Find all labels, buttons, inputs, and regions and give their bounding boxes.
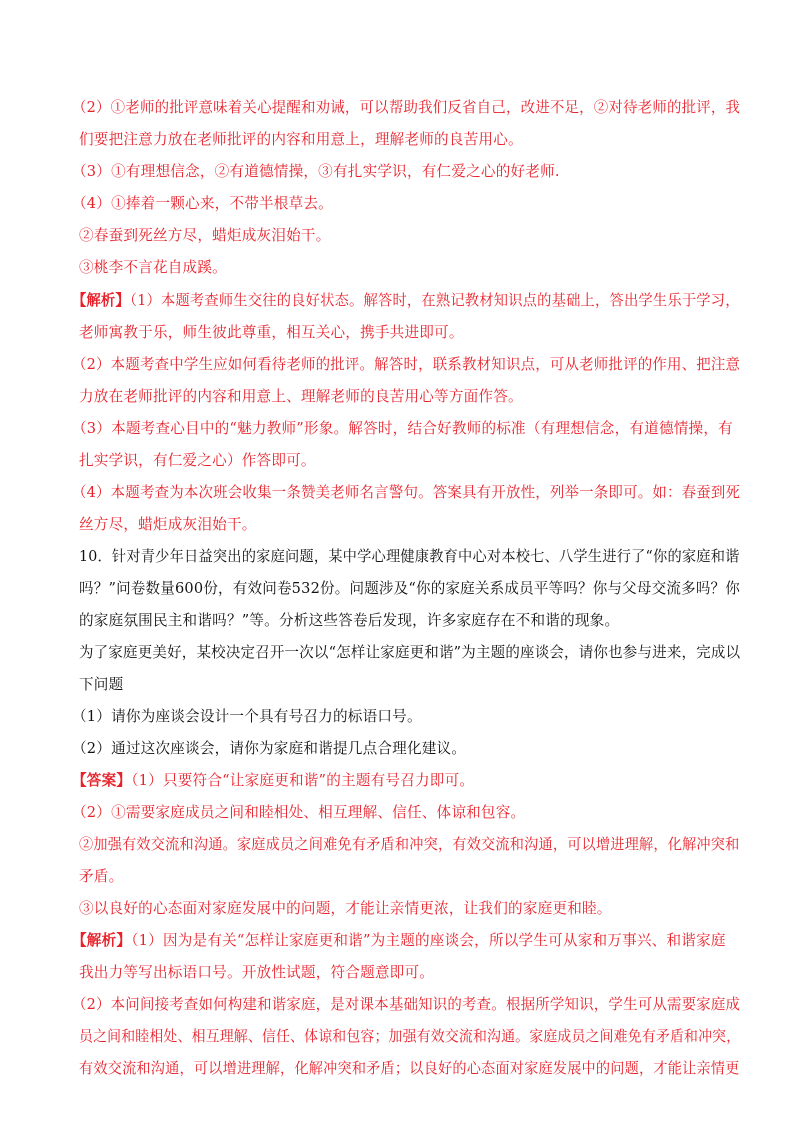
analysis-10-line-5: 有效交流和沟通，可以增进理解，化解冲突和矛盾；以良好的心态面对家庭发展中的问题，才能让亲情更 — [79, 1060, 740, 1077]
analysis-3-line-2: 扎实学识，有仁爱之心）作答即可。 — [79, 452, 316, 469]
answer-4-line-3: ③桃李不言花自成蹊。 — [79, 259, 227, 276]
answer-tag: 【答案】 — [72, 772, 132, 789]
analysis-2-line-1: （2）本题考查中学生应如何看待老师的批评。解答时，联系教材知识点，可从老师批评的作用、把注意 — [72, 356, 741, 373]
question-10-line-1: 10．针对青少年日益突出的家庭问题，某中学心理健康教育中心对本校七、八学生进行了“你的家庭和谐 — [79, 548, 740, 565]
analysis-2-line-2: 力放在老师批评的内容和用意上、理解老师的良苦用心等方面作答。 — [79, 388, 523, 405]
answer-10-line-3: ②加强有效交流和沟通。家庭成员之间难免有矛盾和冲突，有效交流和沟通，可以增进理解，化解冲突和 — [79, 836, 740, 853]
question-10-line-5: 下问题 — [79, 676, 124, 693]
analysis-tag: 【解析】 — [72, 292, 130, 309]
analysis-1-line-2: 老师寓教于乐，师生彼此尊重，相互关心，携手共进即可。 — [79, 324, 464, 341]
analysis-10-line-4: 员之间和睦相处、相互理解、信任、体谅和包容；加强有效交流和沟通。家庭成员之间难免有矛盾和冲突， — [79, 1028, 741, 1045]
answer-10-line-4: 矛盾。 — [79, 868, 124, 885]
analysis-3-line-1: （3）本题考查心目中的“魅力教师”形象。解答时，结合好教师的标准（有理想信念，有道德情操，有 — [72, 420, 733, 437]
question-10-line-2: 吗？”问卷数量600份，有效问卷532份。问题涉及“你的家庭关系成员平等吗？你与父母交流多吗？你 — [79, 580, 741, 597]
analysis-4-line-1: （4）本题考查为本次班会收集一条赞美老师名言警句。答案具有开放性，列举一条即可。如：春蚕到死 — [72, 484, 741, 501]
analysis-10-line-2: 我出力等写出标语口号。开放性试题，符合题意即可。 — [79, 964, 435, 981]
answer-4-line-2: ②春蚕到死丝方尽，蜡炬成灰泪始干。 — [79, 227, 331, 244]
question-10-sub-2: （2）通过这次座谈会，请你为家庭和谐提几点合理化建议。 — [72, 740, 467, 757]
answer-2-line-1: （2）①老师的批评意味着关心提醒和劝诫，可以帮助我们反省自己，改进不足，②对待老师的批评，我 — [72, 99, 741, 116]
analysis-tag: 【解析】 — [72, 932, 132, 949]
analysis-10-line-3: （2）本问间接考查如何构建和谐家庭，是对课本基础知识的考查。根据所学知识，学生可从需要家庭成 — [72, 996, 741, 1013]
answer-10-line-5: ③以良好的心态面对家庭发展中的问题，才能让亲情更浓，让我们的家庭更和睦。 — [79, 900, 612, 917]
question-10-sub-1: （1）请你为座谈会设计一个具有号召力的标语口号。 — [72, 708, 422, 725]
answer-10-line-1: 【答案】（1）只要符合“让家庭更和谐”的主题有号召力即可。 — [72, 772, 475, 789]
answer-3-line: （3）①有理想信念，②有道德情操，③有扎实学识，有仁爱之心的好老师. — [72, 163, 560, 180]
answer-2-line-2: 们要把注意力放在老师批评的内容和用意上，理解老师的良苦用心。 — [79, 131, 523, 148]
analysis-1-line-1: 【解析】（1）本题考查师生交往的良好状态。解答时，在熟记教材知识点的基础上，答出学生乐于学习， — [72, 292, 740, 309]
analysis-10-line-1: 【解析】（1）因为是有关“怎样让家庭更和谐”为主题的座谈会，所以学生可从家和万事兴、和谐家庭 — [72, 932, 726, 949]
question-10-line-3: 的家庭氛围民主和谐吗？”等。分析这些答卷后发现，许多家庭存在不和谐的现象。 — [79, 612, 620, 629]
analysis-4-line-2: 丝方尽，蜡炬成灰泪始干。 — [79, 516, 257, 533]
answer-10-line-2: （2）①需要家庭成员之间和睦相处、相互理解、信任、体谅和包容。 — [72, 804, 526, 821]
question-10-line-4: 为了家庭更美好，某校决定召开一次以“怎样让家庭更和谐”为主题的座谈会，请你也参与进来，完成以 — [79, 644, 741, 661]
answer-4-line-1: （4）①捧着一颗心来，不带半根草去。 — [72, 195, 333, 212]
